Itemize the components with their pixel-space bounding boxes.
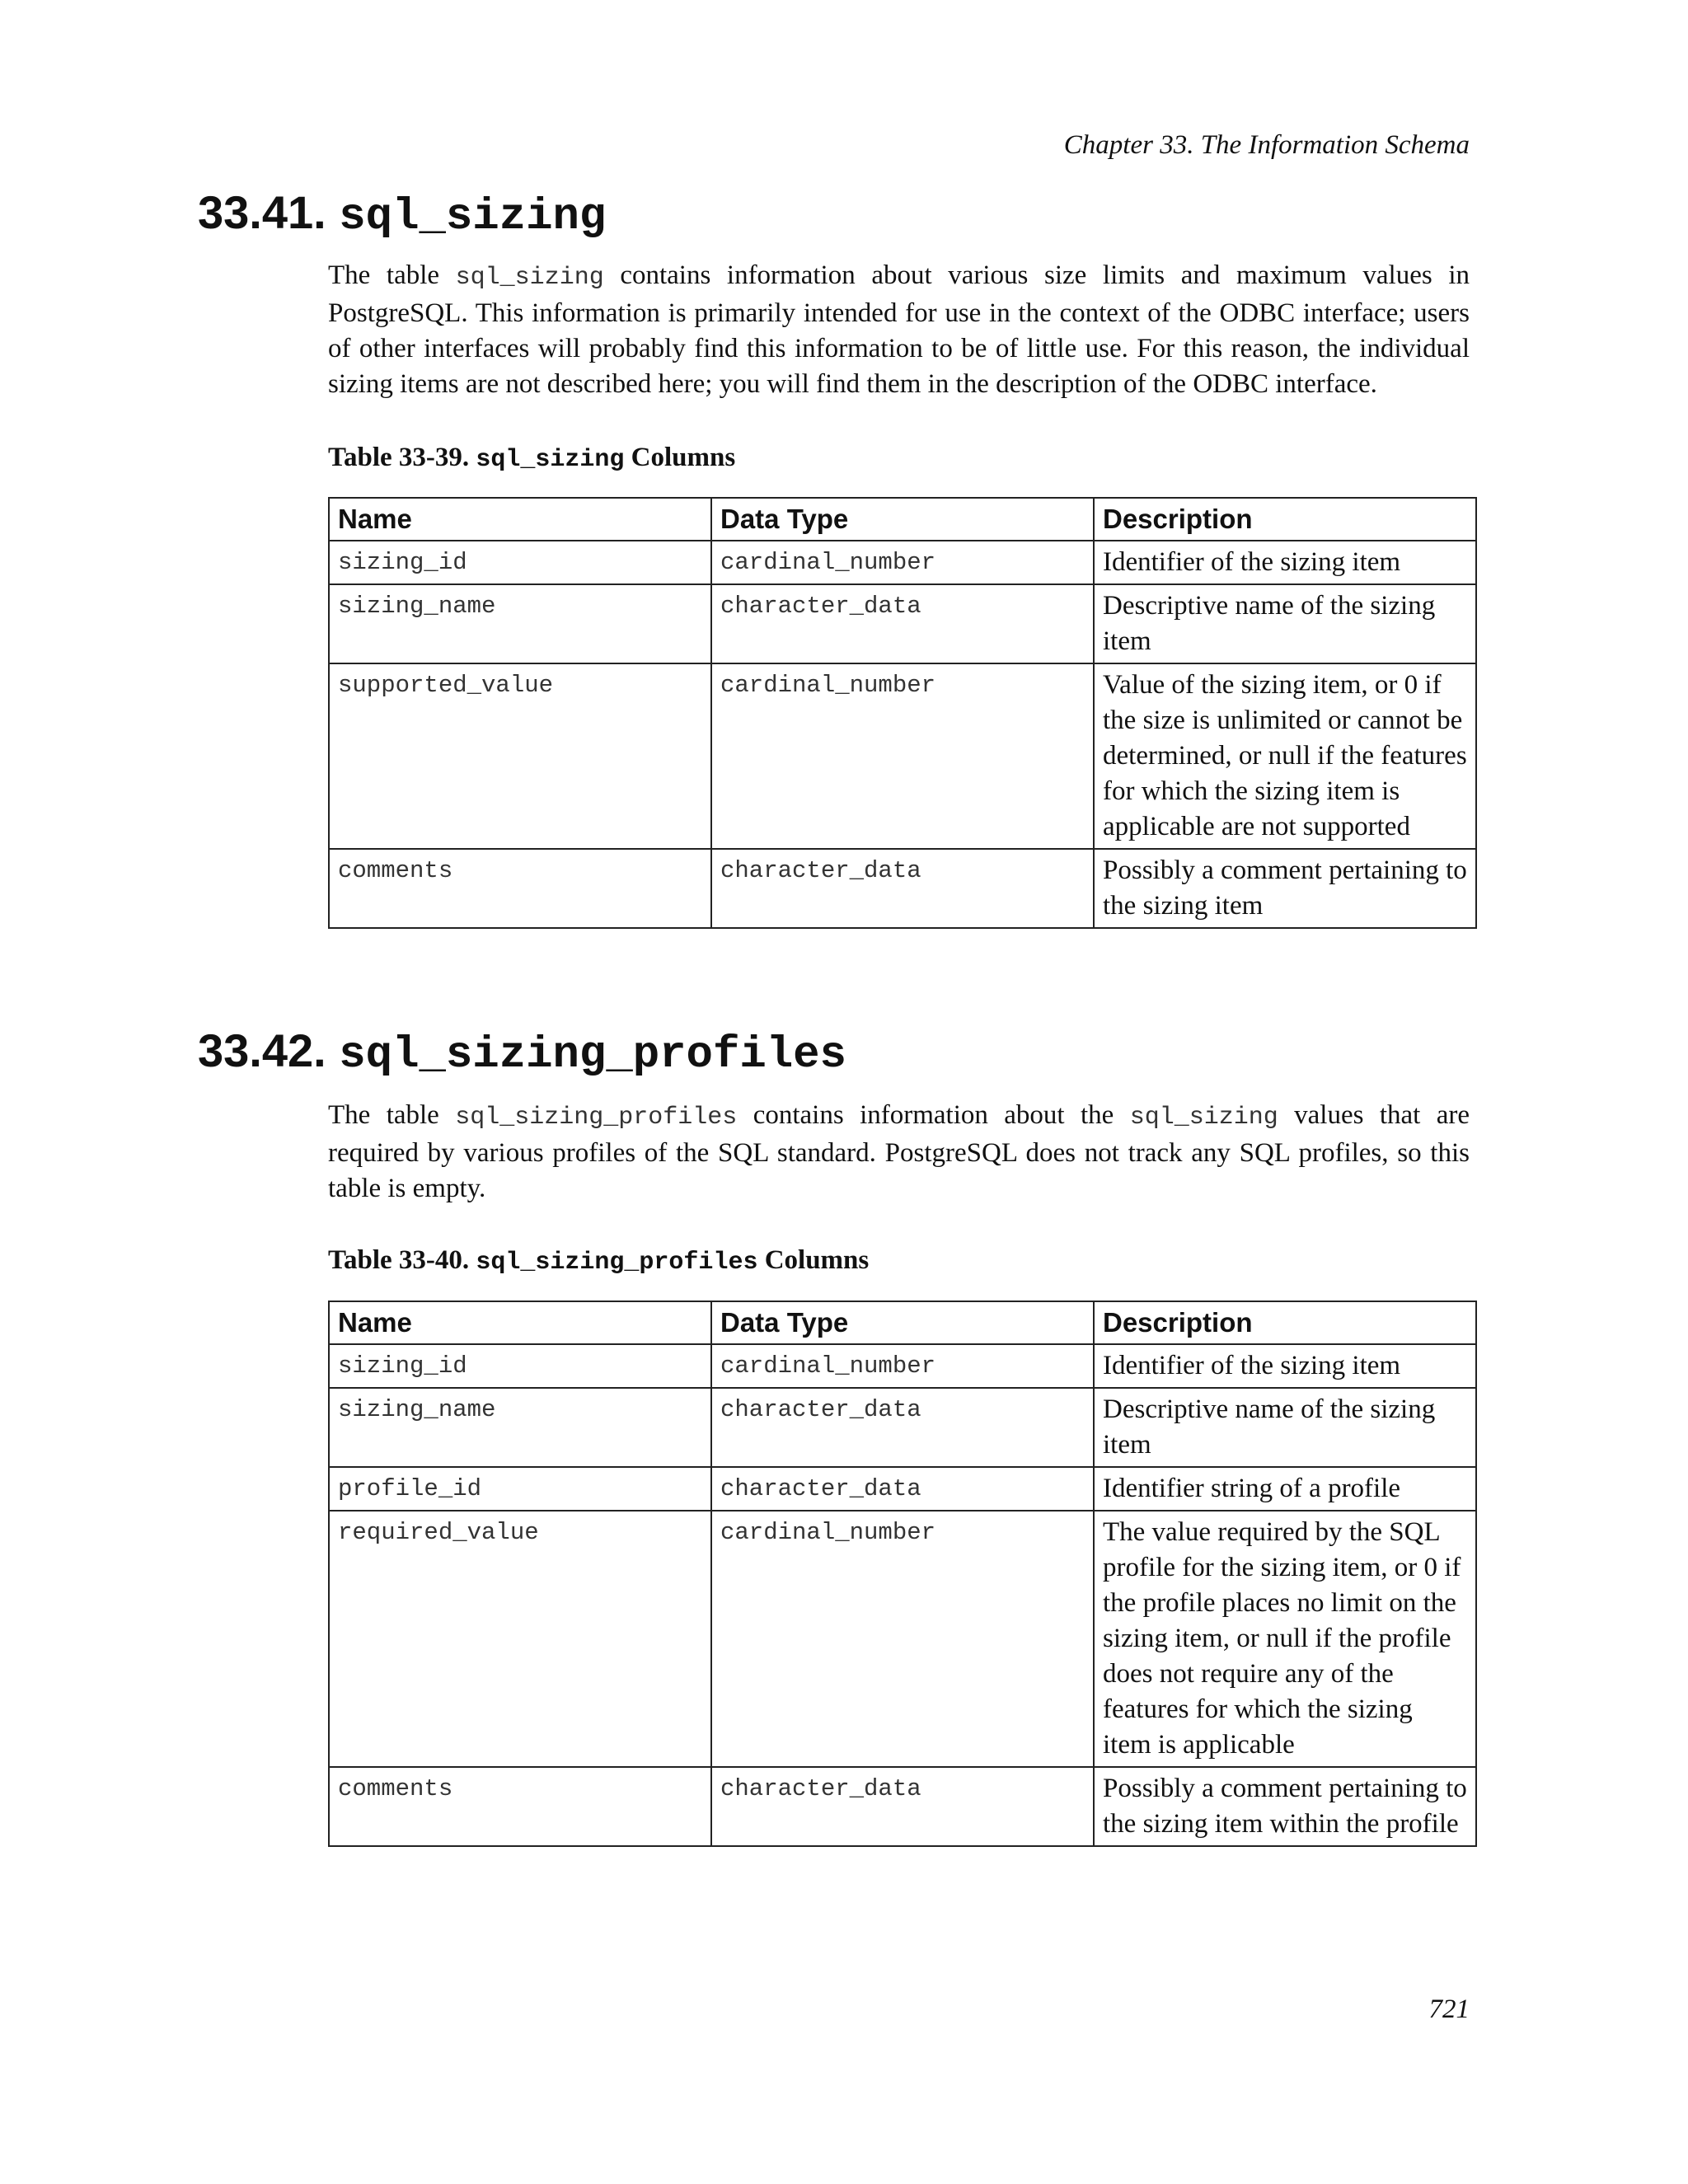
cell-type: character_data [711,849,1094,928]
cell-description: Possibly a comment pertaining to the sizing item within the profile [1094,1767,1476,1846]
cell-type: character_data [711,1767,1094,1846]
column-header: Description [1094,1301,1476,1344]
table-caption: Table 33-40. sql_sizing_profiles Columns [328,1245,870,1277]
column-header: Name [329,1301,711,1344]
cell-description: The value required by the SQL profile for the sizing item, or 0 if the profile places no limit on the sizing item, or null if the profile does not require any of the features for which the sizing item is applicable [1094,1511,1476,1767]
section-name: sql_sizing [339,192,607,242]
cell-type: cardinal_number [711,663,1094,849]
table-row [329,541,1476,584]
cell-type: character_data [711,1467,1094,1511]
cell-description: Identifier string of a profile [1094,1467,1476,1511]
running-header: Chapter 33. The Information Schema [1063,130,1470,160]
cell-name: required_value [329,1511,711,1767]
table-row [329,849,1476,928]
table-row [329,584,1476,663]
cell-description: Identifier of the sizing item [1094,1344,1476,1388]
cell-name: sizing_name [329,584,711,663]
cell-description: Identifier of the sizing item [1094,541,1476,584]
columns-table-sql-sizing-profiles [328,1301,1477,1847]
cell-description: Descriptive name of the sizing item [1094,584,1476,663]
section-paragraph: The table sql_sizing_profiles contains information about the sql_sizing values that are required by various profiles of the SQL standard. PostgreSQL does not track any SQL profiles, so this table is empty. [328,1100,1470,1203]
inline-code: sql_sizing_profiles [455,1104,738,1132]
section-number: 33.42. [198,1024,326,1076]
table-row [329,1388,1476,1467]
cell-description: Value of the sizing item, or 0 if the size is unlimited or cannot be determined, or null if the features for which the sizing item is applicable are not supported [1094,663,1476,849]
section-heading-sql-sizing [198,185,606,242]
columns-table-sql-sizing [328,497,1477,929]
section-paragraph: The table sql_sizing contains information about various size limits and maximum values in PostgreSQL. This information is primarily intended for use in the context of the ODBC interface; users of other interfaces will probably find this information to be of little use. For this reason, the individual sizing items are not described here; you will find them in the description of the ODBC interface. [328,260,1470,399]
column-header: Data Type [711,1301,1094,1344]
table-row [329,663,1476,849]
cell-type: cardinal_number [711,1344,1094,1388]
cell-name: comments [329,1767,711,1846]
cell-type: character_data [711,1388,1094,1467]
cell-type: cardinal_number [711,541,1094,584]
cell-name: comments [329,849,711,928]
column-header: Data Type [711,498,1094,541]
cell-type: cardinal_number [711,1511,1094,1767]
column-header: Description [1094,498,1476,541]
table-row [329,1511,1476,1767]
cell-name: sizing_name [329,1388,711,1467]
cell-type: character_data [711,584,1094,663]
section-heading-sql-sizing-profiles [198,1024,846,1080]
inline-code: sql_sizing [1129,1104,1278,1132]
table-row [329,1467,1476,1511]
column-header: Name [329,498,711,541]
cell-name: sizing_id [329,1344,711,1388]
cell-description: Possibly a comment pertaining to the sizing item [1094,849,1476,928]
table-header-row [329,1301,1476,1344]
table-caption: Table 33-39. sql_sizing Columns [328,443,736,474]
table-row [329,1344,1476,1388]
table-row [329,1767,1476,1846]
section-name: sql_sizing_profiles [339,1030,846,1080]
table-header-row [329,498,1476,541]
cell-description: Descriptive name of the sizing item [1094,1388,1476,1467]
section-number: 33.41. [198,186,326,238]
cell-name: profile_id [329,1467,711,1511]
cell-name: sizing_id [329,541,711,584]
page-number: 721 [1428,1994,1470,2024]
inline-code: sql_sizing [455,264,604,292]
cell-name: supported_value [329,663,711,849]
